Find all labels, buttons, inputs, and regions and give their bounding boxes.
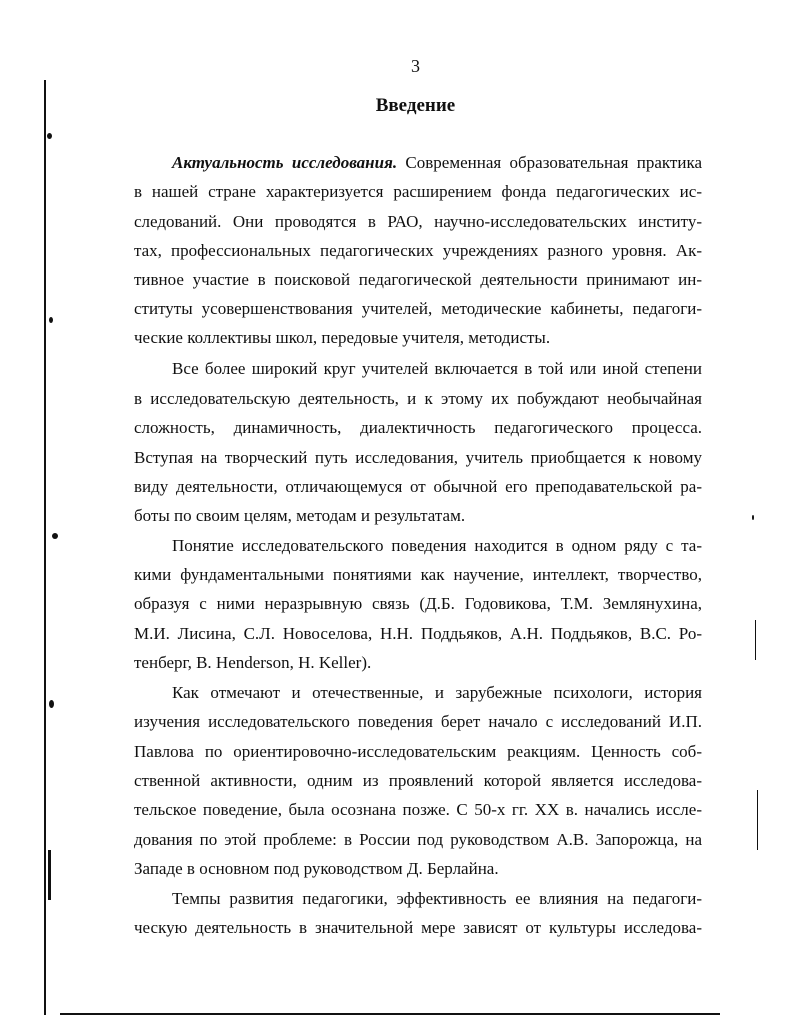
paragraph-line: сложность, динамичность, диалектичность педагогического процесса. (134, 418, 702, 437)
page-number: 3 (411, 56, 420, 76)
paragraph-line: дования по этой проблеме: в России под руководством А.В. Запорожца, на (134, 830, 702, 849)
section-heading: Введение (375, 95, 456, 116)
paragraph-line: Как отмечают и отечественные, и зарубежные психологи, история (172, 683, 702, 702)
paragraph-line: тенберг, B. Henderson, H. Keller). (134, 653, 372, 672)
paragraph-line: Темпы развития педагогики, эффективность ее влияния на педагоги- (172, 889, 702, 908)
paragraph-line: Актуальность исследования. Современная образовательная практика (172, 153, 703, 172)
scan-streak (755, 620, 756, 660)
scan-speck (49, 317, 53, 323)
paragraph-line: Понятие исследовательского поведения находится в одном ряду с та- (172, 536, 702, 555)
paragraph-line: в нашей стране характеризуется расширением фонда педагогических ис- (134, 182, 702, 201)
paragraph-line: изучения исследовательского поведения берет начало с исследований И.П. (134, 712, 702, 731)
paragraph-line: виду деятельности, отличающемуся от обычной его преподавательской ра- (134, 477, 702, 496)
paragraph-line: тельское поведение, была осознана позже. С 50-х гг. XX в. начались иссле- (134, 800, 702, 819)
paragraph-line: ственной активности, одним из проявлений которой является исследова- (134, 771, 702, 790)
scan-bottom-border (60, 1013, 720, 1015)
paragraph-line: тивное участие в поисковой педагогической деятельности принимают ин- (134, 270, 702, 289)
paragraph-lead: Актуальность исследования. (172, 153, 398, 172)
paragraph-line: ческие коллективы школ, передовые учителя, методисты. (134, 328, 551, 347)
scan-speck (752, 515, 754, 520)
scan-streak (757, 790, 758, 850)
paragraph-line: М.И. Лисина, С.Л. Новоселова, Н.Н. Поддьяков, А.Н. Поддьяков, В.С. Ро- (134, 624, 702, 643)
scan-speck (47, 133, 52, 139)
paragraph-line: ческую деятельность в значительной мере зависят от культуры исследова- (134, 918, 702, 937)
paragraph-line: образуя с ними неразрывную связь (Д.Б. Годовикова, Т.М. Землянухина, (134, 594, 702, 613)
paragraph-line: Все более широкий круг учителей включается в той или иной степени (172, 359, 702, 378)
scan-speck (49, 700, 54, 708)
scan-left-border (44, 80, 46, 1015)
scan-streak (48, 850, 51, 900)
paragraph-line: Вступая на творческий путь исследования, учитель приобщается к новому (134, 448, 702, 467)
paragraph-line: тах, профессиональных педагогических учреждениях разного уровня. Ак- (134, 241, 702, 260)
scan-speck (52, 533, 58, 539)
paragraph-line: в исследовательскую деятельность, и к этому их побуждают необычайная (134, 389, 702, 408)
paragraph-line: Павлова по ориентировочно-исследовательским реакциям. Ценность соб- (134, 742, 702, 761)
paragraph-line: боты по своим целям, методам и результатам. (134, 506, 466, 525)
paragraph-line: ституты усовершенствования учителей, методические кабинеты, педагоги- (134, 299, 702, 318)
paragraph-line: Западе в основном под руководством Д. Берлайна. (134, 859, 499, 878)
paragraph-line: следований. Они проводятся в РАО, научно-исследовательских институ- (134, 212, 702, 231)
paragraph-line: кими фундаментальными понятиями как научение, интеллект, творчество, (134, 565, 702, 584)
